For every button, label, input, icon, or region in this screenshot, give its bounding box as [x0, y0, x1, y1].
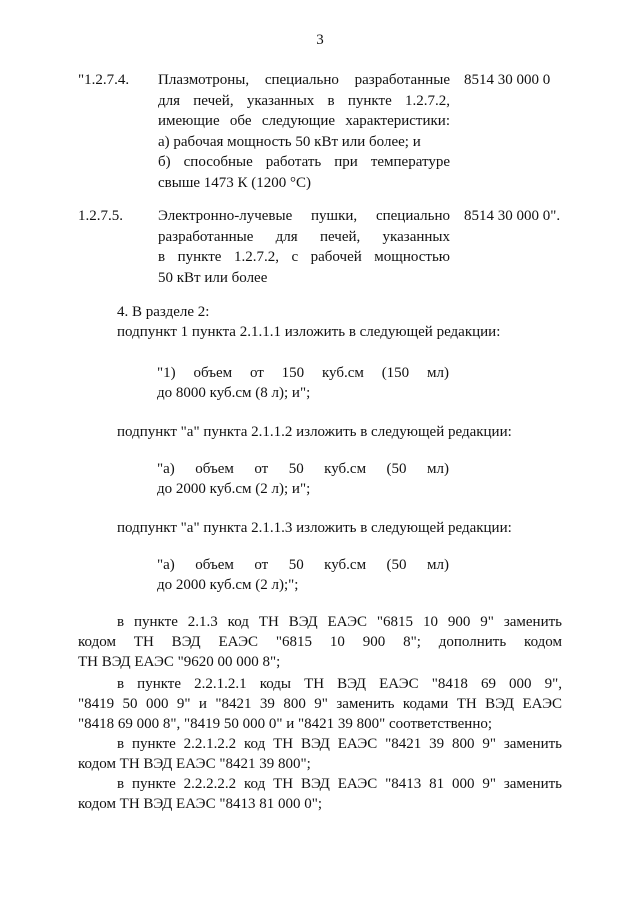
paragraph-line: "8418 69 000 8", "8419 50 000 0" и "8421 39 800" соответственно;: [78, 716, 493, 732]
description-line: для печей, указанных в пункте 1.2.7.2,: [158, 92, 450, 109]
paragraph-line: в пункте 2.2.1.2.2 код ТН ВЭД ЕАЭС "8421 39 800 9" заменить: [117, 736, 562, 752]
item-description: [158, 70, 450, 193]
description-line: свыше 1473 К (1200 °С): [158, 174, 312, 191]
subitem-intro: подпункт "а" пункта 2.1.1.3 изложить в следующей редакции:: [117, 520, 512, 536]
paragraph-line: кодом ТН ВЭД ЕАЭС "6815 10 900 8"; дополнить кодом: [78, 634, 562, 650]
subitem-intro: подпункт 1 пункта 2.1.1.1 изложить в следующей редакции:: [117, 324, 501, 340]
item-number: 1.2.7.5.: [78, 208, 123, 224]
tnved-code: 8514 30 000 0".: [464, 208, 561, 224]
description-line: в пункте 1.2.7.2, с рабочей мощностью: [158, 249, 450, 265]
quoted-text-line: до 2000 куб.см (2 л); и";: [157, 481, 311, 497]
section-heading: 4. В разделе 2:: [117, 304, 210, 320]
description-line: Электронно-лучевые пушки, специально: [158, 208, 450, 224]
paragraph-line: кодом ТН ВЭД ЕАЭС "8413 81 000 0";: [78, 796, 322, 812]
paragraph-line: в пункте 2.2.1.2.1 коды ТН ВЭД ЕАЭС "8418 69 000 9",: [117, 676, 562, 692]
quoted-text-line: до 2000 куб.см (2 л);";: [157, 577, 299, 593]
paragraph-line: в пункте 2.2.2.2.2 код ТН ВЭД ЕАЭС "8413 81 000 9" заменить: [117, 776, 562, 792]
paragraph-line: в пункте 2.1.3 код ТН ВЭД ЕАЭС "6815 10 900 9" заменить: [117, 614, 562, 630]
page-number: 3: [316, 32, 324, 48]
subitem-intro: подпункт "а" пункта 2.1.1.2 изложить в следующей редакции:: [117, 424, 512, 440]
description-line: 50 кВт или более: [158, 269, 268, 286]
paragraph-line: ТН ВЭД ЕАЭС "9620 00 000 8";: [78, 654, 281, 670]
quoted-text-line: "1) объем от 150 куб.см (150 мл): [157, 365, 449, 381]
tnved-code: 8514 30 000 0: [464, 72, 551, 88]
description-line: Плазмотроны, специально разработанные: [158, 72, 450, 88]
description-line: а) рабочая мощность 50 кВт или более; и: [158, 133, 421, 150]
quoted-text-line: "а) объем от 50 куб.см (50 мл): [157, 461, 449, 477]
description-line: разработанные для печей, указанных: [158, 228, 450, 245]
item-number: "1.2.7.4.: [78, 72, 130, 88]
paragraph-line: кодом ТН ВЭД ЕАЭС "8421 39 800";: [78, 756, 311, 772]
description-line: б) способные работать при температуре: [158, 154, 450, 170]
quoted-text-line: до 8000 куб.см (8 л); и";: [157, 385, 311, 401]
paragraph-line: "8419 50 000 9" и "8421 39 800 9" заменить кодами ТН ВЭД ЕАЭС: [78, 696, 562, 712]
quoted-text-line: "а) объем от 50 куб.см (50 мл): [157, 557, 449, 573]
item-description: [158, 206, 450, 288]
description-line: имеющие обе следующие характеристики:: [158, 113, 450, 129]
